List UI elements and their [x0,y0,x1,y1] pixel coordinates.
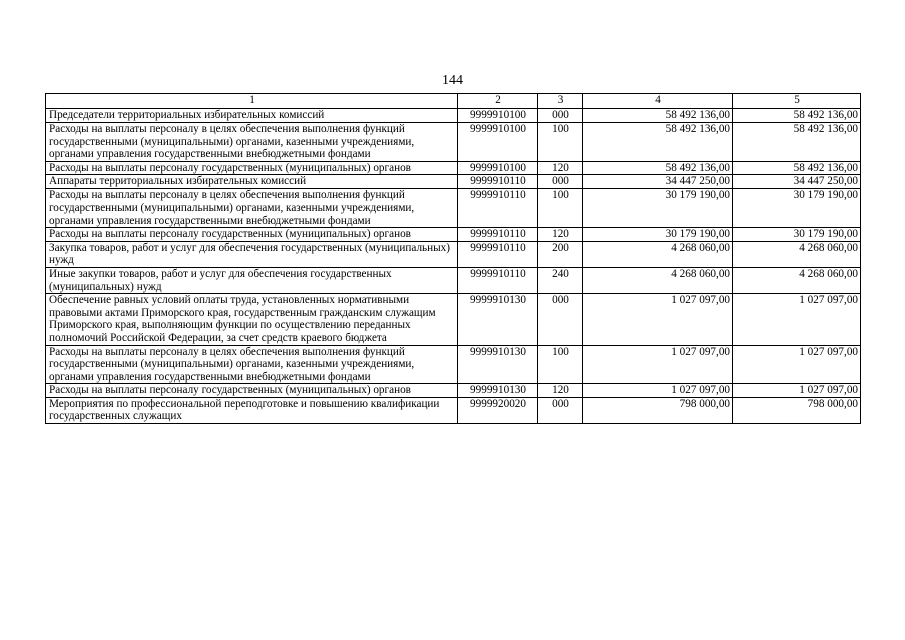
row-amount-4: 34 447 250,00 [583,175,733,189]
row-name: Расходы на выплаты персоналу в целях обеспечения выполнения функций государственными (муниципальными) органами, казенными учреждениями, органами управления государственными внебюджетными фондами [46,123,458,162]
row-name: Закупка товаров, работ и услуг для обеспечения государственных (муниципальных) нужд [46,241,458,267]
row-amount-4: 58 492 136,00 [583,109,733,123]
row-amount-4: 4 268 060,00 [583,241,733,267]
table-row [46,267,861,293]
row-name: Председатели территориальных избирательных комиссий [46,109,458,123]
row-amount-4: 4 268 060,00 [583,267,733,293]
row-amount-4: 30 179 190,00 [583,189,733,228]
row-code: 9999910110 [458,175,538,189]
row-amount-5: 58 492 136,00 [733,123,861,162]
row-type: 000 [538,397,583,423]
row-code: 9999910110 [458,228,538,242]
row-code: 9999910130 [458,345,538,384]
table-row [46,345,861,384]
row-code: 9999910130 [458,294,538,345]
row-name: Мероприятия по профессиональной переподготовке и повышению квалификации государственных служащих [46,397,458,423]
row-type: 100 [538,123,583,162]
row-type: 240 [538,267,583,293]
row-code: 9999910100 [458,109,538,123]
row-code: 9999910110 [458,189,538,228]
page-number: 144 [442,73,463,88]
row-type: 100 [538,345,583,384]
table-row [46,228,861,242]
row-amount-4: 30 179 190,00 [583,228,733,242]
row-code: 9999920020 [458,397,538,423]
row-code: 9999910110 [458,241,538,267]
row-amount-5: 58 492 136,00 [733,109,861,123]
row-type: 120 [538,161,583,175]
budget-table [45,93,861,424]
row-amount-4: 1 027 097,00 [583,345,733,384]
row-amount-5: 1 027 097,00 [733,384,861,398]
table-row [46,189,861,228]
row-amount-4: 58 492 136,00 [583,161,733,175]
row-code: 9999910110 [458,267,538,293]
row-type: 000 [538,175,583,189]
row-type: 000 [538,294,583,345]
row-amount-4: 58 492 136,00 [583,123,733,162]
table-row [46,294,861,345]
row-amount-5: 30 179 190,00 [733,189,861,228]
column-header: 2 [458,94,538,109]
table-row [46,123,861,162]
column-header: 3 [538,94,583,109]
row-amount-5: 58 492 136,00 [733,161,861,175]
table-row [46,397,861,423]
row-type: 200 [538,241,583,267]
row-type: 120 [538,384,583,398]
row-amount-5: 1 027 097,00 [733,345,861,384]
row-name: Обеспечение равных условий оплаты труда, установленных нормативными правовыми актами Приморского края, государственным гражданским служащим Приморского края, выполняющим функции по осуществлению переданных полномочий Российской Федерации, за счет средств краевого бюджета [46,294,458,345]
column-header: 1 [46,94,458,109]
row-type: 000 [538,109,583,123]
row-amount-5: 30 179 190,00 [733,228,861,242]
row-type: 120 [538,228,583,242]
table-row [46,241,861,267]
row-amount-5: 798 000,00 [733,397,861,423]
row-name: Расходы на выплаты персоналу государственных (муниципальных) органов [46,384,458,398]
column-header: 4 [583,94,733,109]
row-name: Аппараты территориальных избирательных комиссий [46,175,458,189]
row-name: Расходы на выплаты персоналу государственных (муниципальных) органов [46,228,458,242]
row-name: Расходы на выплаты персоналу в целях обеспечения выполнения функций государственными (муниципальными) органами, казенными учреждениями, органами управления государственными внебюджетными фондами [46,189,458,228]
row-name: Расходы на выплаты персоналу в целях обеспечения выполнения функций государственными (муниципальными) органами, казенными учреждениями, органами управления государственными внебюджетными фондами [46,345,458,384]
row-amount-4: 798 000,00 [583,397,733,423]
row-amount-5: 34 447 250,00 [733,175,861,189]
table-row [46,161,861,175]
row-amount-4: 1 027 097,00 [583,384,733,398]
table-row [46,175,861,189]
row-name: Иные закупки товаров, работ и услуг для обеспечения государственных (муниципальных) нужд [46,267,458,293]
row-code: 9999910130 [458,384,538,398]
row-type: 100 [538,189,583,228]
header-row [46,94,861,109]
row-amount-5: 1 027 097,00 [733,294,861,345]
table-row [46,109,861,123]
column-header: 5 [733,94,861,109]
row-amount-4: 1 027 097,00 [583,294,733,345]
row-code: 9999910100 [458,123,538,162]
row-amount-5: 4 268 060,00 [733,267,861,293]
table-row [46,384,861,398]
row-code: 9999910100 [458,161,538,175]
row-amount-5: 4 268 060,00 [733,241,861,267]
row-name: Расходы на выплаты персоналу государственных (муниципальных) органов [46,161,458,175]
